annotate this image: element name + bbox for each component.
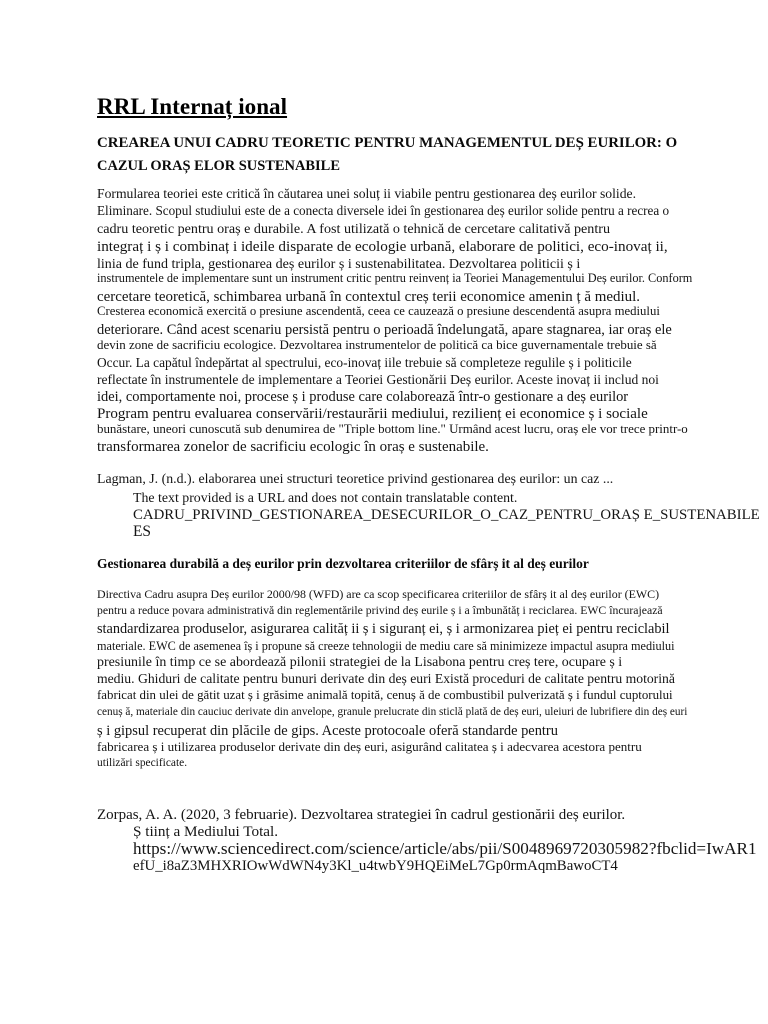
paragraph-line: fabricarea ș i utilizarea produselor derivate din deș euri, asigurând calitatea ș i adecvarea acestora pentru	[97, 739, 642, 754]
paragraph-line: instrumentele de implementare sunt un instrument critic pentru reinvenț ia Teoriei Managementului Deș eurilor. Conform	[97, 271, 693, 285]
paragraph-line: deteriorare. Când acest scenariu persistă pentru o perioadă îndelungată, apare stagnarea, iar oraș ele	[97, 322, 672, 338]
paragraph-line: cenuș ă, materiale din cauciuc derivate din anvelope, granule prelucrate din sticlă plată de deș euri, uleiuri de lubrifiere din deș euri	[97, 706, 688, 718]
reference-line: Ș tiinț a Mediului Total.	[133, 823, 279, 840]
reference-url-line: https://www.sciencedirect.com/science/article/abs/pii/S0048969720305982?fbclid=IwAR1	[133, 839, 757, 858]
reference-line: CADRU_PRIVIND_GESTIONAREA_DESECURILOR_O_CAZ_PENTRU_ORAȘ E_SUSTENABILE	[133, 507, 760, 523]
section-heading: Gestionarea durabilă a deș eurilor prin dezvoltarea criteriilor de sfârș it al deș eurilor	[97, 556, 589, 571]
reference-line: ES	[133, 523, 151, 540]
paragraph-line: Eliminare. Scopul studiului este de a conecta diversele idei în gestionarea deș eurilor solide pentru a recrea o	[97, 203, 670, 218]
reference-line: Zorpas, A. A. (2020, 3 februarie). Dezvoltarea strategiei în cadrul gestionării deș eurilor.	[97, 807, 626, 823]
paragraph-line: bunăstare, uneori cunoscută sub denumirea de "Triple bottom line." Urmând acest lucru, oraș ele vor trece printr-o	[97, 421, 688, 436]
paragraph-line: linia de fund tripla, gestionarea deș eurilor ș i sustenabilitatea. Dezvoltarea politicii ș i	[97, 256, 581, 272]
paragraph-line: Directiva Cadru asupra Deș eurilor 2000/98 (WFD) are ca scop specificarea criteriilor de sfârș it al deș eurilor (EWC)	[97, 587, 660, 601]
paragraph-line: mediu. Ghiduri de calitate pentru bunuri derivate din deș euri Există proceduri de calitate pentru motorină	[97, 671, 675, 686]
reference-line: Lagman, J. (n.d.). elaborarea unei structuri teoretice privind gestionarea deș eurilor: un caz ...	[97, 471, 614, 486]
paragraph-line: idei, comportamente noi, procese ș i produse care colaborează într-o gestionare a deș eurilor	[97, 389, 629, 405]
paragraph-line: ș i gipsul recuperat din plăcile de gips. Aceste protocoale oferă standarde pentru	[97, 723, 558, 739]
paragraph-line: standardizarea produselor, asigurarea calităț ii ș i siguranț ei, ș i armonizarea pieț ei pentru reciclabil	[97, 621, 670, 637]
paragraph-line: transformarea zonelor de sacrificiu ecologic în oraș e sustenabile.	[97, 439, 489, 455]
paragraph-line: cercetare teoretică, schimbarea urbană în contextul creș terii economice amenin ț ă mediul.	[97, 289, 641, 305]
reference-url-line: efU_i8aZ3MHXRIOwWdWN4y3Kl_u4twbY9HQEiMeL7Gp0rmAqmBawoCT4	[133, 858, 618, 874]
reference-line: The text provided is a URL and does not contain translatable content.	[133, 490, 518, 505]
paragraph-line: integraț i ș i combinaț i ideile disparate de ecologie urbană, elaborare de politici, eco-inovaț ii,	[97, 238, 668, 255]
paragraph-line: Program pentru evaluarea conservării/restaurării mediului, rezilienț ei economice ș i sociale	[97, 406, 648, 422]
paragraph-line: materiale. EWC de asemenea îș i propune să creeze tehnologii de mediu care să minimizeze impactul asupra mediului	[97, 639, 675, 653]
section-heading-line: CREAREA UNUI CADRU TEORETIC PENTRU MANAGEMENTUL DEȘ EURILOR: O	[97, 135, 678, 151]
paragraph-line: cadru teoretic pentru oraș e durabile. A fost utilizată o tehnică de cercetare calitativă pentru	[97, 221, 611, 237]
paragraph-line: Occur. La capătul îndepărtat al spectrului, eco-inovaț iile trebuie să completeze regulile ș i politicile	[97, 355, 632, 370]
paragraph-line: devin zone de sacrificiu ecologice. Dezvoltarea instrumentelor de politică ca bice guvernamentale trebuie să	[97, 337, 657, 352]
paragraph-line: pentru a reduce povara administrativă din reglementările privind deș eurile ș i a îmbunătăț i reciclarea. EWC încurajează	[97, 604, 663, 617]
paragraph-line: fabricat din ulei de gătit uzat ș i grăsime animală topită, cenuș ă de combustibil pulverizată ș i fundul cuptorului	[97, 688, 673, 702]
paragraph-line: Cresterea economică exercită o presiune ascendentă, ceea ce cauzează o presiune descendentă asupra mediului	[97, 304, 660, 318]
paragraph-line: presiunile în timp ce se abordează pilonii strategiei de la Lisabona pentru creș tere, ocupare ș i	[97, 655, 623, 670]
paragraph-line: reflectate în instrumentele de implementare a Teoriei Gestionării Deș eurilor. Aceste inovaț ii includ noi	[97, 372, 659, 387]
paragraph-line: utilizări specificate.	[97, 757, 188, 769]
paragraph-line: Formularea teoriei este critică în căutarea unei soluț ii viabile pentru gestionarea deș eurilor solide.	[97, 186, 636, 201]
section-heading-line: CAZUL ORAȘ ELOR SUSTENABILE	[97, 158, 340, 174]
page-title: RRL Internaț ional	[97, 93, 288, 119]
